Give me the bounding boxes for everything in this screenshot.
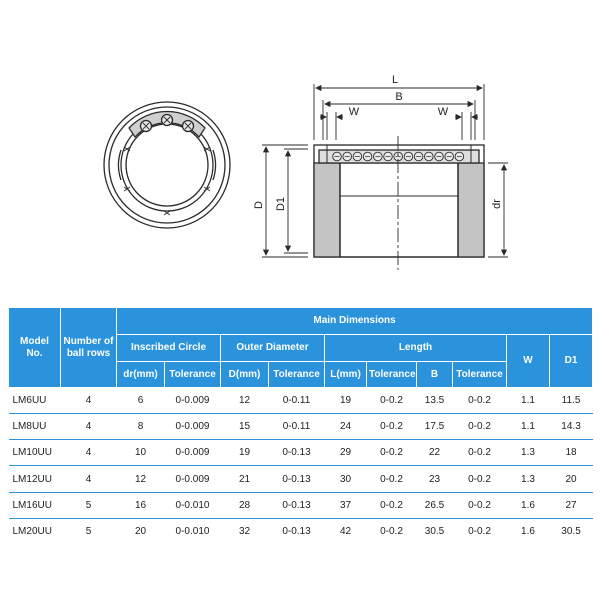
d1-cell: 30.5 [550,518,593,544]
model-cell: LM6UU [9,388,61,414]
header-tolerance: Tolerance [269,362,325,388]
d-tolerance-cell: 0-0.13 [269,466,325,492]
header-dr-mm: dr(mm) [117,362,165,388]
b-tolerance-cell: 0-0.2 [453,466,507,492]
dr-cell: 8 [117,414,165,440]
left-end-cap [314,163,340,257]
b-tolerance-cell: 0-0.2 [453,440,507,466]
w-cell: 1.3 [507,440,550,466]
model-cell: LM10UU [9,440,61,466]
d1-cell: 27 [550,492,593,518]
label-dr: dr [491,199,503,209]
table-row [9,466,593,492]
label-D1: D1 [275,196,287,212]
header-outer-diameter: Outer Diameter [221,335,325,362]
table-row [9,518,593,544]
d-cell: 19 [221,440,269,466]
d-tolerance-cell: 0-0.13 [269,492,325,518]
d-cell: 28 [221,492,269,518]
dr-tolerance-cell: 0-0.009 [165,414,221,440]
header-main-dimensions: Main Dimensions [117,308,593,335]
w-cell: 1.3 [507,466,550,492]
spec-table-body [9,388,593,545]
l-tolerance-cell: 0-0.2 [367,440,417,466]
label-D: D [253,201,265,209]
l-cell: 24 [325,414,367,440]
header-length: Length [325,335,507,362]
header-tolerance: Tolerance [165,362,221,388]
header-w: W [507,335,550,388]
l-tolerance-cell: 0-0.2 [367,466,417,492]
table-row [9,414,593,440]
label-W-left: W [348,106,360,118]
b-cell: 17.5 [417,414,453,440]
model-cell: LM8UU [9,414,61,440]
label-L: L [391,74,399,86]
bearing-drawing [0,0,600,290]
d1-cell: 14.3 [550,414,593,440]
header-d-mm: D(mm) [221,362,269,388]
header-model: Model No. [9,308,61,388]
l-tolerance-cell: 0-0.2 [367,388,417,414]
dr-tolerance-cell: 0-0.009 [165,466,221,492]
l-cell: 37 [325,492,367,518]
dr-tolerance-cell: 0-0.010 [165,492,221,518]
header-b: B [417,362,453,388]
model-cell: LM20UU [9,518,61,544]
d-tolerance-cell: 0-0.13 [269,440,325,466]
side-view [314,145,484,257]
b-cell: 13.5 [417,388,453,414]
d-tolerance-cell: 0-0.11 [269,388,325,414]
d1-cell: 20 [550,466,593,492]
header-inscribed-circle: Inscribed Circle [117,335,221,362]
ball-rows-cell: 4 [61,466,117,492]
header-tolerance: Tolerance [453,362,507,388]
l-tolerance-cell: 0-0.2 [367,492,417,518]
b-cell: 23 [417,466,453,492]
ball-rows-cell: 4 [61,388,117,414]
model-cell: LM12UU [9,466,61,492]
l-cell: 29 [325,440,367,466]
l-tolerance-cell: 0-0.2 [367,518,417,544]
header-d1: D1 [550,335,593,388]
l-cell: 30 [325,466,367,492]
d1-cell: 18 [550,440,593,466]
l-cell: 19 [325,388,367,414]
b-cell: 22 [417,440,453,466]
ball-rows-cell: 5 [61,518,117,544]
l-cell: 42 [325,518,367,544]
d-cell: 15 [221,414,269,440]
l-tolerance-cell: 0-0.2 [367,414,417,440]
label-B: B [395,91,403,103]
d-tolerance-cell: 0-0.11 [269,414,325,440]
table-row [9,440,593,466]
header-ball-rows: Number of ball rows [61,308,117,388]
dr-cell: 10 [117,440,165,466]
dr-cell: 12 [117,466,165,492]
d-cell: 21 [221,466,269,492]
dr-cell: 20 [117,518,165,544]
model-cell: LM16UU [9,492,61,518]
ball-rows-cell: 5 [61,492,117,518]
w-cell: 1.1 [507,388,550,414]
b-tolerance-cell: 0-0.2 [453,414,507,440]
table-row [9,492,593,518]
header-tolerance: Tolerance [367,362,417,388]
dr-cell: 16 [117,492,165,518]
dr-tolerance-cell: 0-0.009 [165,388,221,414]
d-cell: 12 [221,388,269,414]
dr-tolerance-cell: 0-0.010 [165,518,221,544]
d-cell: 32 [221,518,269,544]
w-cell: 1.1 [507,414,550,440]
spec-table [8,307,593,544]
b-cell: 26.5 [417,492,453,518]
ball-rows-cell: 4 [61,414,117,440]
w-cell: 1.6 [507,492,550,518]
b-cell: 30.5 [417,518,453,544]
dr-tolerance-cell: 0-0.009 [165,440,221,466]
right-end-cap [458,163,484,257]
label-W-right: W [437,106,449,118]
d-tolerance-cell: 0-0.13 [269,518,325,544]
dr-cell: 6 [117,388,165,414]
ball-rows-cell: 4 [61,440,117,466]
b-tolerance-cell: 0-0.2 [453,388,507,414]
end-view [104,102,230,228]
b-tolerance-cell: 0-0.2 [453,492,507,518]
header-l-mm: L(mm) [325,362,367,388]
table-row [9,388,593,414]
b-tolerance-cell: 0-0.2 [453,518,507,544]
d1-cell: 11.5 [550,388,593,414]
w-cell: 1.6 [507,518,550,544]
